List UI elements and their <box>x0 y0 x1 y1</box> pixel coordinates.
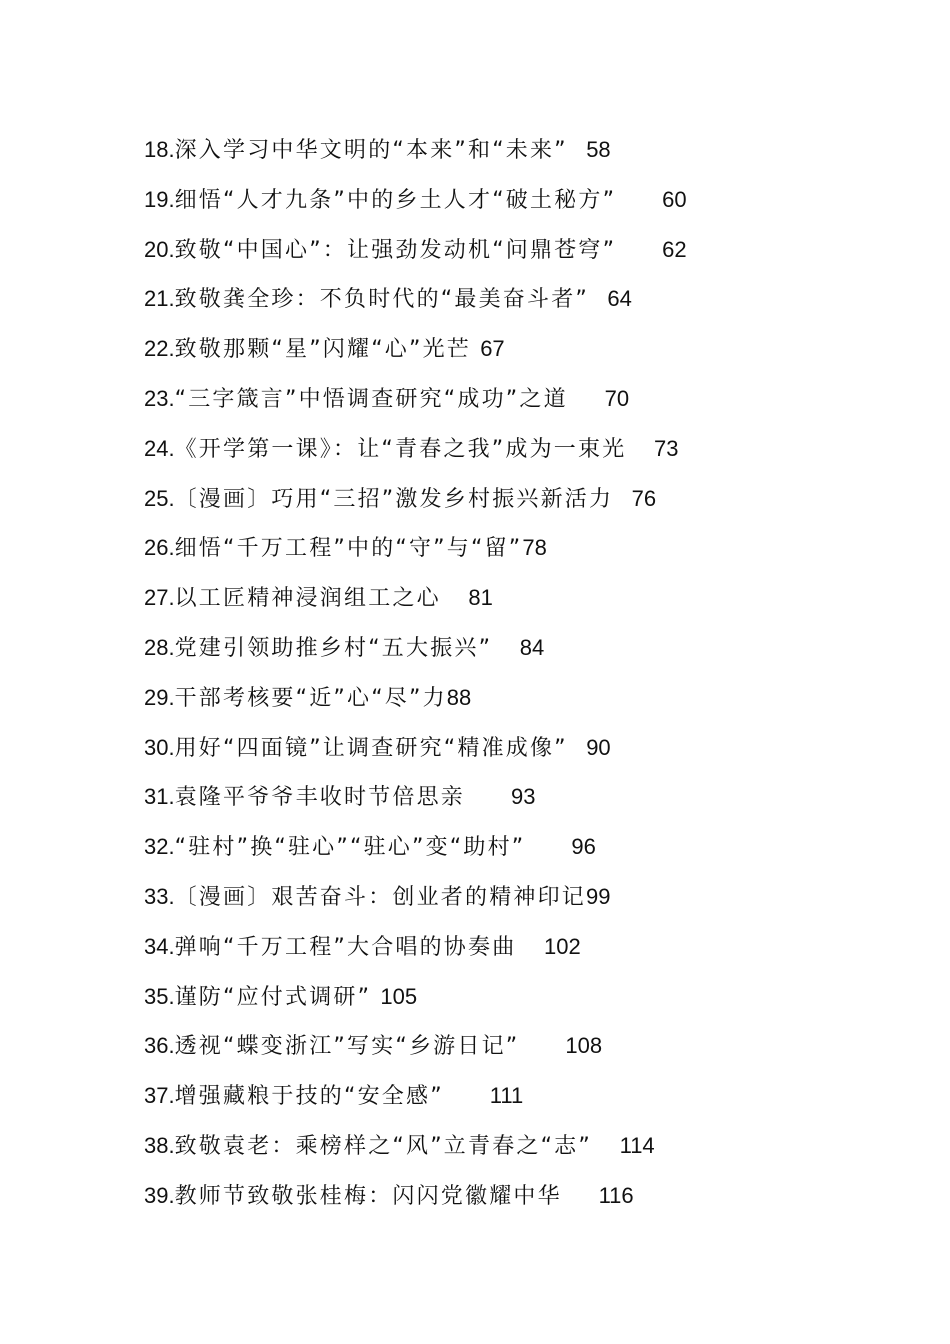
toc-entry-number: 31. <box>144 784 175 810</box>
toc-entry-page-number: 64 <box>607 286 632 312</box>
toc-entry-page-number: 99 <box>586 883 611 909</box>
toc-entry-title: 细悟“人才九条”中的乡土人才“破土秘方” <box>174 187 617 213</box>
toc-entry-number: 26. <box>144 535 175 561</box>
toc-entry-title: 深入学习中华文明的“本来”和“未来” <box>174 138 568 163</box>
toc-entry-title: 教师节致敬张桂梅：闪闪党徽耀中华 <box>174 1183 562 1209</box>
toc-entry-page-number: 70 <box>604 385 630 411</box>
toc-entry-number: 29. <box>144 684 175 710</box>
toc-entry-title: 袁隆平爷爷丰收时节倍思亲 <box>174 785 465 811</box>
toc-entry-number: 19. <box>144 186 175 212</box>
toc-entry-spacer <box>525 835 571 860</box>
toc-entry-number: 34. <box>144 933 175 959</box>
toc-entry-spacer <box>471 337 480 362</box>
toc-entry-spacer <box>613 487 631 512</box>
toc-entry <box>144 623 904 673</box>
toc-entry-page-number: 73 <box>653 435 679 461</box>
toc-entry-title: 弹响“千万工程”大合唱的协奏曲 <box>174 934 517 960</box>
toc-entry-page-number: 105 <box>380 983 418 1009</box>
toc-entry <box>144 474 904 524</box>
toc-entry-number: 24. <box>144 435 175 461</box>
toc-entry-page-number: 111 <box>489 1083 524 1109</box>
toc-entry-title: 干部考核要“近”心“尽”力 <box>174 685 447 711</box>
toc-entry-spacer <box>568 736 586 761</box>
toc-entry <box>144 274 904 324</box>
toc-entry-spacer <box>441 586 469 611</box>
toc-entry <box>144 922 904 972</box>
toc-entry-title: 细悟“千万工程”中的“守”与“留” <box>174 536 523 562</box>
toc-entry-page-number: 67 <box>480 336 505 362</box>
toc-entry <box>144 1171 904 1221</box>
toc-entry <box>144 523 904 573</box>
toc-entry-page-number: 81 <box>468 585 493 611</box>
toc-entry-title: 谨防“应付式调研” <box>174 984 372 1010</box>
toc-entry <box>144 772 904 822</box>
toc-entry-page-number: 108 <box>565 1033 603 1059</box>
toc-entry-spacer <box>465 785 511 810</box>
toc-entry <box>144 225 904 275</box>
toc-entry-spacer <box>616 188 662 213</box>
toc-entry-number: 35. <box>144 983 175 1009</box>
toc-entry-title: 致敬龚全珍：不负时代的“最美奋斗者” <box>174 287 589 313</box>
toc-entry-number: 30. <box>144 734 175 760</box>
toc-entry-page-number: 116 <box>598 1182 634 1208</box>
toc-entry-title: 〔漫画〕艰苦奋斗：创业者的精神印记 <box>174 884 586 910</box>
toc-entry-number: 18. <box>144 137 175 162</box>
toc-entry-page-number: 58 <box>586 137 611 162</box>
toc-entry-spacer <box>519 1034 565 1059</box>
toc-entry <box>144 125 904 175</box>
toc-entry-title: 以工匠精神浸润组工之心 <box>174 586 441 612</box>
toc-entry-title: 《开学第一课》：让“青春之我”成为一束光 <box>174 436 627 462</box>
toc-entry-number: 33. <box>144 883 175 909</box>
toc-entry <box>144 374 904 424</box>
toc-entry-number: 38. <box>144 1132 175 1158</box>
toc-entry-page-number: 62 <box>662 236 687 262</box>
toc-entry-number: 21. <box>144 286 175 312</box>
toc-entry-title: 致敬“中国心”：让强劲发动机“问鼎苍穹” <box>174 237 617 263</box>
toc-entry-number: 28. <box>144 634 175 660</box>
toc-entry-title: 致敬那颗“星”闪耀“心”光芒 <box>174 337 471 363</box>
toc-entry-title: 党建引领助推乡村“五大振兴” <box>174 635 493 661</box>
toc-entry-title: 用好“四面镜”让调查研究“精准成像” <box>174 735 568 761</box>
toc-entry-page-number: 93 <box>510 784 536 810</box>
toc-entry-page-number: 114 <box>619 1132 655 1158</box>
toc-entry <box>144 1021 904 1071</box>
toc-entry-page-number: 88 <box>446 684 472 710</box>
toc-entry-spacer <box>444 1084 490 1109</box>
toc-entry-number: 20. <box>144 236 175 262</box>
toc-entry-number: 25. <box>144 485 175 511</box>
toc-entry-title: “驻村”换“驻心”“驻心”变“助村” <box>174 835 526 861</box>
toc-entry-title: 透视“蝶变浙江”写实“乡游日记” <box>174 1034 520 1060</box>
toc-entry <box>144 424 904 474</box>
toc-entry-page-number: 76 <box>631 485 657 511</box>
toc-entry <box>144 972 904 1022</box>
toc-entry-number: 37. <box>144 1083 175 1109</box>
toc-entry-spacer <box>616 238 662 263</box>
toc-entry-spacer <box>592 1134 620 1159</box>
toc-entry-title: 〔漫画〕巧用“三招”激发乡村振兴新活力 <box>174 486 614 512</box>
toc-entry-title: “三字箴言”中悟调查研究“成功”之道 <box>174 386 568 412</box>
toc-entry <box>144 872 904 922</box>
toc-entry-number: 27. <box>144 585 175 611</box>
toc-entry-spacer <box>562 1184 599 1209</box>
toc-entry-page-number: 84 <box>519 634 545 660</box>
toc-entry-number: 23. <box>144 385 175 411</box>
toc-entry-number: 36. <box>144 1033 175 1059</box>
toc-entry-page-number: 96 <box>571 834 596 860</box>
toc-entry-number: 39. <box>144 1182 175 1208</box>
toc-entry <box>144 1121 904 1171</box>
toc-entry-spacer <box>492 636 520 661</box>
toc-entry-page-number: 90 <box>586 734 611 760</box>
toc-entry <box>144 573 904 623</box>
toc-entry-title: 增强藏粮于技的“安全感” <box>174 1084 444 1110</box>
toc-entry-title: 致敬袁老：乘榜样之“风”立青春之“志” <box>174 1133 592 1159</box>
toc-entry-page-number: 78 <box>522 535 547 561</box>
toc-entry-number: 22. <box>144 336 175 362</box>
toc-entry-spacer <box>516 935 544 960</box>
toc-entry <box>144 673 904 723</box>
toc-entry-spacer <box>568 138 586 163</box>
toc-entry <box>144 723 904 773</box>
toc-entry-spacer <box>626 437 654 462</box>
table-of-contents <box>144 125 904 1221</box>
toc-entry-page-number: 102 <box>543 933 581 959</box>
toc-entry <box>144 1071 904 1121</box>
toc-entry-spacer <box>589 287 607 312</box>
toc-entry <box>144 175 904 225</box>
toc-entry <box>144 822 904 872</box>
toc-entry-page-number: 60 <box>662 186 687 212</box>
toc-entry <box>144 324 904 374</box>
toc-entry-spacer <box>568 387 605 412</box>
toc-entry-number: 32. <box>144 834 175 860</box>
